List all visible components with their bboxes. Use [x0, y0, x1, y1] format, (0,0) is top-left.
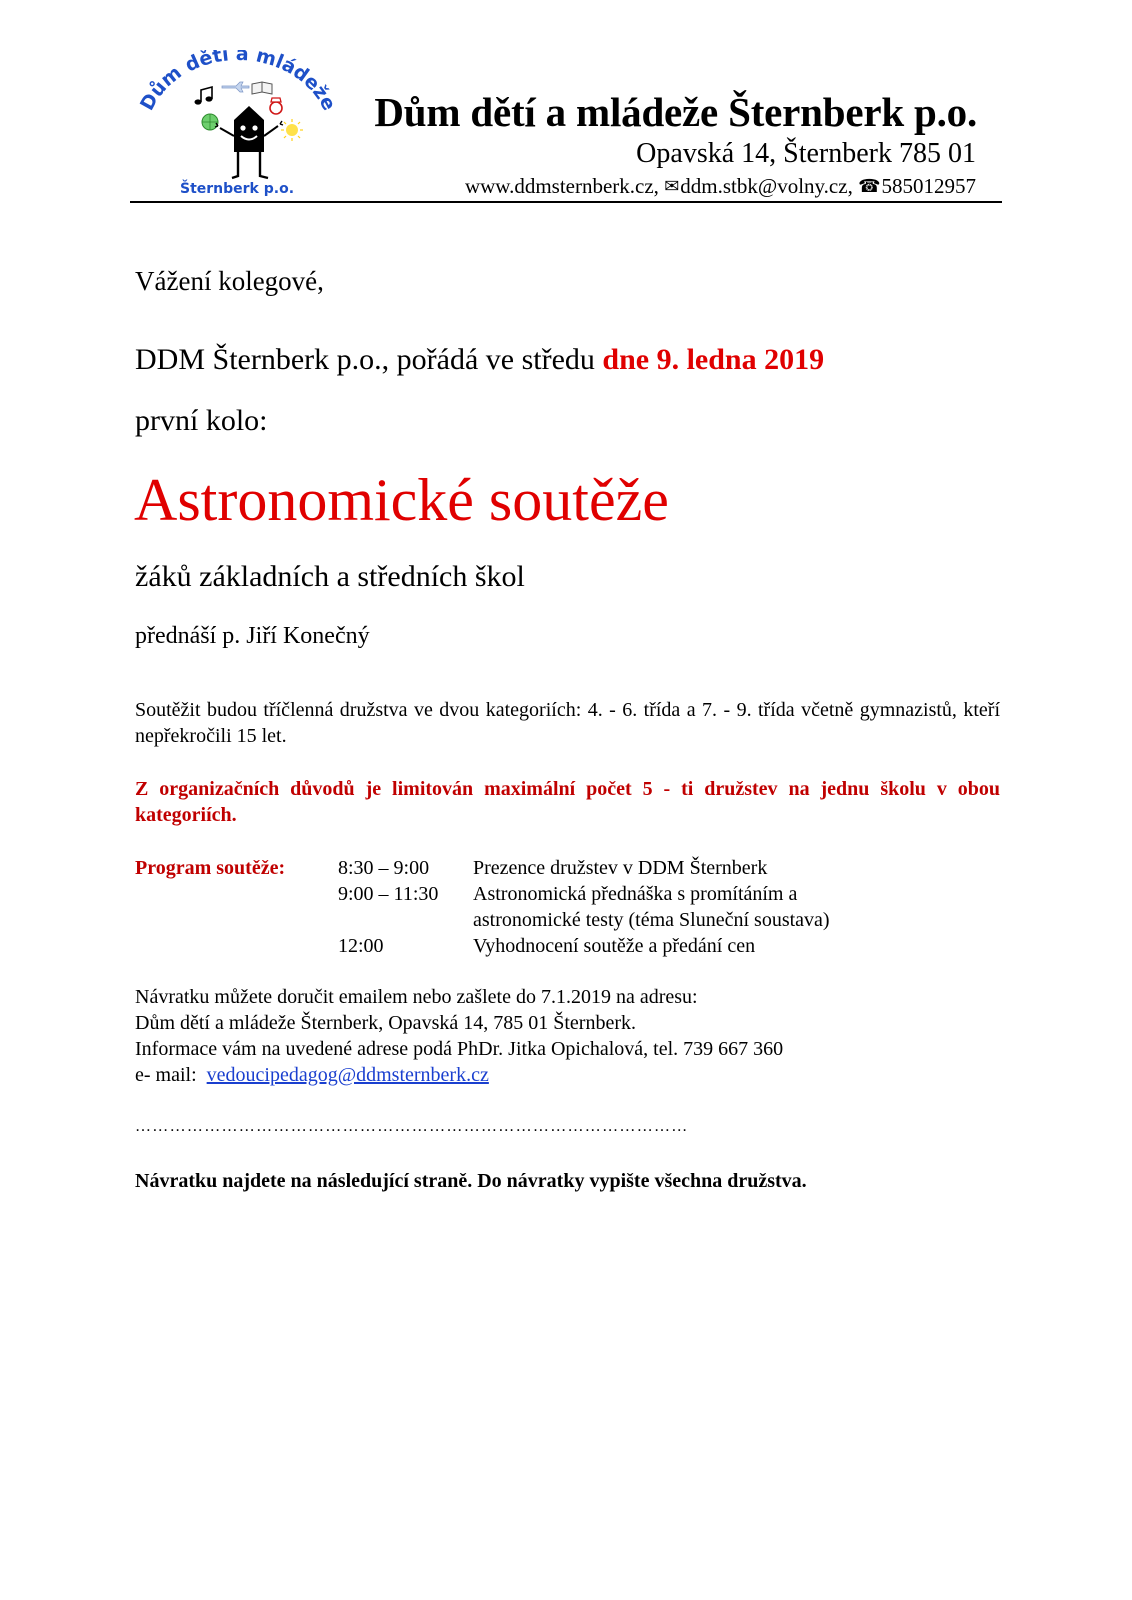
- logo-arc-text: Dům dětí a mládeže: [136, 50, 341, 115]
- program-item-continuation: [338, 907, 830, 933]
- website-text: www.ddmsternberk.cz,: [464, 174, 659, 198]
- program-label: Program soutěže:: [135, 857, 286, 879]
- house-character-icon: [215, 106, 283, 178]
- flowerpot-icon: [270, 98, 282, 114]
- round-label: první kolo:: [135, 404, 268, 437]
- airplane-icon: [222, 82, 249, 92]
- program-description: Vyhodnocení soutěže a předání cen: [473, 935, 756, 957]
- return-info: [135, 984, 783, 1088]
- email-text: ddm.stbk@volny.cz,: [680, 174, 853, 198]
- program-description: Astronomická přednáška s promítáním a: [473, 883, 798, 905]
- program-item: [338, 933, 755, 959]
- ball-icon: [202, 114, 218, 130]
- intro-text: DDM Šternberk p.o., pořádá ve středu: [135, 343, 603, 376]
- program-description: astronomické testy (téma Sluneční soustava): [473, 909, 830, 931]
- intro-line: [135, 343, 824, 377]
- book-icon: [252, 82, 272, 94]
- mailbox-icon: ✉: [664, 176, 680, 196]
- program-item: [338, 881, 797, 907]
- return-line-3: Informace vám na uvedené adrese podá PhDr. Jitka Opichalová, tel. 739 667 360: [135, 1038, 784, 1060]
- sun-icon: [281, 119, 303, 141]
- logo-graphic: [132, 50, 342, 200]
- music-note-icon: [195, 87, 213, 105]
- program-time: 8:30 – 9:00: [338, 857, 430, 879]
- dotted-separator: ……………………………………………………………………………………: [135, 1118, 689, 1135]
- return-line-2: Dům dětí a mládeže Šternberk, Opavská 14, 785 01 Šternberk.: [135, 1012, 636, 1034]
- program-description: Prezence družstev v DDM Šternberk: [473, 857, 768, 879]
- event-title: Astronomické soutěže: [134, 467, 669, 533]
- greeting: Vážení kolegové,: [135, 266, 324, 296]
- phone-text: 585012957: [881, 174, 976, 198]
- return-email-line: [135, 1062, 783, 1088]
- program-time: 9:00 – 11:30: [338, 883, 439, 905]
- telephone-icon: ☎: [858, 176, 881, 196]
- organization-logo: [132, 50, 342, 200]
- logo-bottom-text: Šternberk p.o.: [179, 181, 295, 197]
- email-label: e- mail:: [135, 1064, 197, 1086]
- organization-title: Dům dětí a mládeže Šternberk p.o.: [374, 89, 977, 135]
- closing-note: Návratku najdete na následující straně. Do návratky vypište všechna družstva.: [135, 1170, 807, 1192]
- teams-paragraph: Soutěžit budou tříčlenná družstva ve dvou kategoriích: 4. - 6. třída a 7. - 9. třída včetně gymnazistů, kteří nepřekročili 15 let.: [135, 699, 1000, 747]
- audience-text: žáků základních a středních škol: [135, 560, 525, 593]
- return-line-1: Návratku můžete doručit emailem nebo zašlete do 7.1.2019 na adresu:: [135, 986, 698, 1008]
- lecturer-text: přednáší p. Jiří Konečný: [135, 623, 370, 649]
- organization-contacts: [465, 174, 976, 199]
- program-item: [338, 855, 767, 881]
- header-divider: [130, 201, 1002, 203]
- event-date: dne 9. ledna 2019: [602, 343, 825, 376]
- email-link[interactable]: vedoucipedagog@ddmsternberk.cz: [206, 1064, 489, 1086]
- limit-paragraph: Z organizačních důvodů je limitován maximální počet 5 - ti družstev na jednu školu v obou kategoriích.: [135, 778, 1000, 826]
- program-time: 12:00: [338, 935, 384, 957]
- organization-address: Opavská 14, Šternberk 785 01: [636, 138, 976, 169]
